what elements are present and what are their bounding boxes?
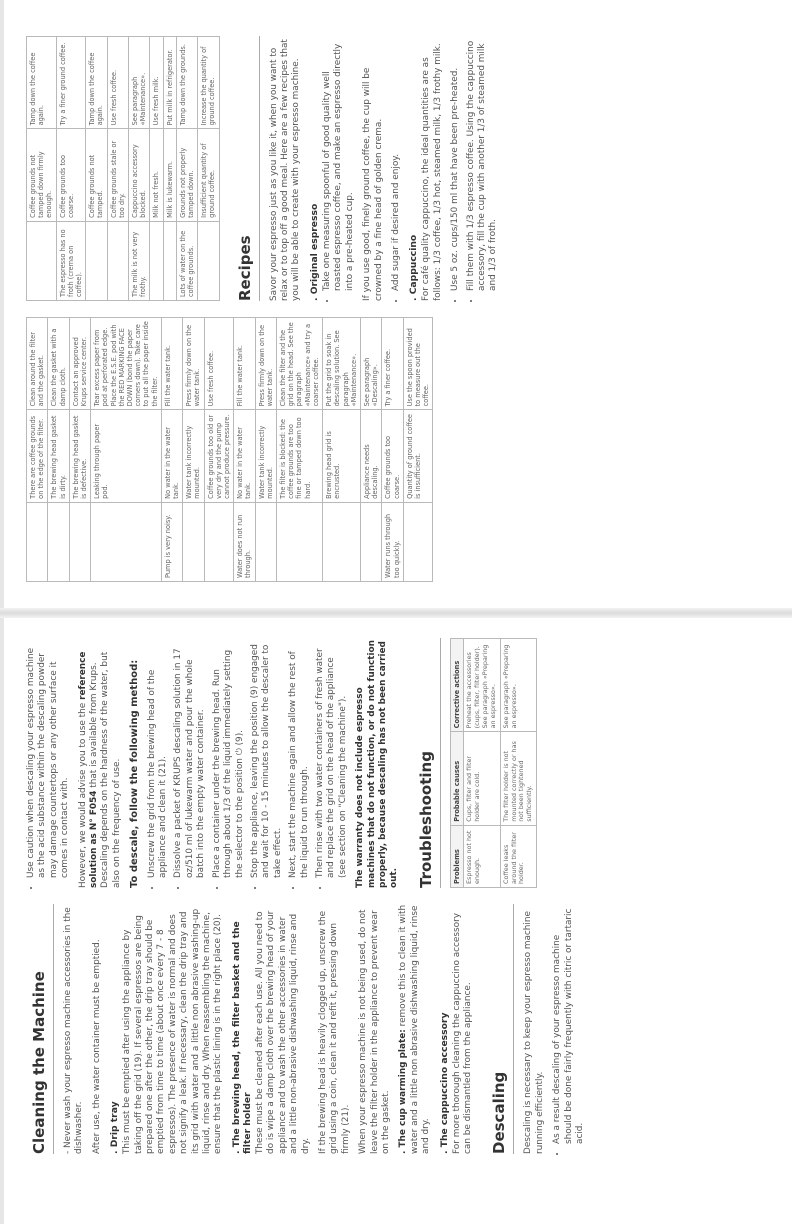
table-cell: Press firmly down on the water tank. [183,318,204,410]
table-cell: Tamp down the coffee again. [27,37,57,129]
table-row [382,318,403,582]
troubleshooting-table [450,638,537,888]
table-cell: Cups, filter and filter holder are cold. [463,732,500,825]
table-cell: Coffee grounds not tamped. [86,129,107,221]
table-cell [86,221,107,300]
table-cell: Increase the quantity of ground coffee. [198,37,219,129]
descaling-bullet: • As a result descaling of your espresso machine should be done fairly frequently with citric or tartaric acid. [552,904,586,1144]
descaling-list [552,904,586,1154]
table-cell: Quantity of ground coffee is insufficient. [403,410,433,502]
left-page [0,612,792,1224]
header-actions: Corrective actions [450,639,463,732]
table-cell: Cappuccino accessory blocked. [129,129,150,221]
table-row [198,37,219,301]
table-row [27,318,48,582]
table-cell [27,221,57,300]
table-cell: Try a finer ground coffee. [56,37,86,129]
table-cell: Clean around the filter and the gasket. [27,318,48,410]
right-column-2 [26,36,506,301]
table-header-row [450,639,463,888]
table-cell: Water tank incorrectly mounted. [255,410,276,502]
table-row [500,639,537,888]
table-cell [323,502,361,581]
table-cell [91,502,162,581]
table-cell: The filter holder is not mounted correctly or has not been tightened sufficiently. [500,732,537,825]
table-cell: Use fresh milk. [150,37,163,129]
cappuccino-intro: For café quality cappuccino, the ideal quantities are as follows: 1/3 coffee, 1/3 hot, steamed milk, 1/3 frothy milk. [421,43,443,301]
brewing-head-heading: . The brewing head, the filter basket and the filter holder [230,921,253,1154]
header-problems: Problems [450,825,463,887]
table-row [323,318,361,582]
recipes-intro: Savor your espresso just as you like it, when you want to relax or to top off a good meal. Here are a few recipes that you will be able to create with your espresso machine. [268,39,302,301]
table-cell: Fill the water tank. [234,318,255,410]
table-cell: No water in the water tank. [234,410,255,502]
original-espresso-step-1: • Take one measuring spoonful of good quality well roasted espresso coffee, and make an espresso directly into a pre-heated cup. [322,36,356,291]
caution-bullet: • Use caution when descaling your espresso machine as the acid substance within the descaling powder may damage countertops or any other surface it comes in contact with. [26,638,72,878]
table-cell: The brewing head gasket is defective. [69,410,90,502]
table-cell: Brewing head grid is encrusted. [323,410,361,502]
right-column-1 [26,317,506,582]
table-cell: Press firmly down on the water tank. [255,318,276,410]
table-cell: The filter is blocked: the coffee grounds are too fine or tamped down too hard. [277,410,323,502]
descaling-heading: Descaling [486,904,514,1154]
table-row [69,318,90,582]
cappuccino-step-1: • Use 5 oz. cups/150 ml that have been pre-heated. [450,36,461,291]
table-cell: Tamp down the coffee again. [86,37,107,129]
table-cell: Try a finer coffee. [382,318,403,410]
table-cell: Pump is very noisy. [161,502,182,581]
troubleshooting-heading: Troubleshooting [413,638,441,888]
troubleshooting-table-continued-a [26,317,433,582]
table-cell: Water does not run through. [234,502,255,581]
table-cell: Grounds not properly tamped down. [176,129,197,221]
cleaning-heading: Cleaning the Machine [26,904,54,1154]
table-cell: Fill the water tank. [161,318,182,410]
cleaning-intro-1: - Never wash your espresso machine accessories in the dishwasher. [63,907,85,1154]
table-row [463,639,500,888]
cleaning-intro-2: After use, the water container must be emptied. [91,939,102,1154]
table-cell: The espresso has no froth (crema on coffee). [56,221,86,300]
descale-step-3: • Place a container under the brewing head. Run through about 1/3 of the liquid immediately setting the selector to the position ⏻ (9). [212,638,246,878]
cup-plate-paragraph [398,904,432,1154]
cup-plate-heading: . The cup warming plate: [398,1029,409,1154]
descale-step-2: • Dissolve a packet of KRUPS descaling solution in 17 oz/510 ml of lukewarm water and pour the whole batch into the empty water container. [173,638,207,878]
table-cell: Tamp down the grounds. [176,37,197,129]
table-cell [150,221,163,300]
original-espresso-heading: . Original espresso [308,203,320,301]
brewing-head-text-3: When your espresso machine is not being used, do not leave the filter holder in the appliance to prevent wear on the gasket. [358,909,391,1154]
table-cell: Espresso not hot enough. [463,825,500,887]
table-cell [27,502,48,581]
table-cell [107,221,128,300]
original-espresso-list-2 [391,36,402,301]
reference-solution: reference solution as N° F054 [77,651,100,888]
table-cell: No water in the water tank. [161,410,182,502]
table-cell: Coffee leaks around the filter holder. [500,825,537,887]
cappuccino-list [450,36,500,301]
recipes-heading: Recipes [232,36,260,301]
table-cell: Lots of water on the coffee grounds. [176,221,197,300]
cappuccino-accessory-heading: . The cappuccino accessory [438,1012,450,1154]
table-row [129,37,150,301]
table-cell [198,221,219,300]
table-row [161,318,182,582]
table-cell: Put the grid to soak in descaling solution. See paragraph «Maintenance». [323,318,361,410]
table-row [163,37,176,301]
table-row [176,37,197,301]
table-cell: Preheat the accessories (cups, filter, filter holder). See paragraph «Preparing an espresso». [463,639,500,732]
table-cell: Coffee grounds stale or too dry. [107,129,128,221]
table-cell [48,502,69,581]
table-cell: Leaking through paper pod. [91,410,162,502]
table-cell: Coffee grounds too coarse. [382,410,403,502]
table-cell [360,502,381,581]
descale-steps [147,638,350,888]
table-row [150,37,163,301]
table-row [360,318,381,582]
table-cell: Clean the gasket with a damp cloth. [48,318,69,410]
descale-step-4: • Stop the appliance, leaving the position (9) engaged and wait for 10 - 15 minutes to allow the descaler to take effect. [250,638,284,878]
warranty-note: The warranty does not include espresso machines that do not function, or do not function properly, because descaling has not been carried out. [355,640,400,888]
table-cell: Use fresh coffee. [204,318,234,410]
cup-plate-text: remove this to clean it with water and a little non abrasive dishwashing liquid, rinse and dry. [398,904,432,1154]
table-cell: Put milk in refrigerator. [163,37,176,129]
original-espresso-note: If you use good, finely ground coffee, the cup will be crowned by a fine head of golden crema. [362,67,384,301]
table-cell: The brewing head gasket is dirty. [48,410,69,502]
troubleshooting-table-continued-b [26,36,220,301]
table-cell: Appliance needs descaling. [360,410,381,502]
descale-step-5: • Next, start the machine again and allow the rest of the liquid to run through. [288,638,311,878]
table-cell: Contact an approved Krups service center. [69,318,90,410]
brewing-head-text-1: These must be cleaned after each use. All you need to do is wipe a damp cloth over the brewing head of your appliance and to wash the other accessories in water and a little non-abrasive dishwashing liquid, rinse and dry. [254,910,311,1154]
cappuccino-heading: . Cappuccino [408,234,420,301]
descaling-text: Descaling is necessary to keep your espresso machine running efficiently. [523,911,545,1154]
table-cell [163,221,176,300]
table-cell: Milk not fresh. [150,129,163,221]
table-cell [69,502,90,581]
drip-tray-heading: . Drip tray [109,1101,121,1154]
table-cell: The milk is not very frothy. [129,221,150,300]
table-cell: Use the spoon provided to measure out the coffee. [403,318,433,410]
left-column-1 [26,904,592,1154]
left-column-2 [26,638,592,888]
table-row [183,318,204,582]
original-espresso-list [322,36,356,301]
header-causes: Probable causes [450,732,463,825]
table-cell [183,502,204,581]
table-cell [204,502,234,581]
table-cell: Clean the filter and the grid on the head. See the paragraph «Maintenance» and try a coarser coffee. [277,318,323,410]
advise-paragraph [78,638,124,888]
table-cell: There are coffee grounds on the edge of the filter. [27,410,48,502]
table-cell: See paragraph «Descaling». [360,318,381,410]
original-espresso-step-2: • Add sugar if desired and enjoy. [391,36,402,291]
table-row [56,37,86,301]
cappuccino-accessory-text: For more thorough cleaning the cappuccino accessory can be dismantled from the appliance. [451,913,473,1154]
table-cell [277,502,323,581]
table-row [91,318,162,582]
table-row [27,37,57,301]
table-cell: Coffee grounds not tamped down firmly enough. [27,129,57,221]
table-row [277,318,323,582]
cappuccino-step-2: • Fill them with 1/3 espresso coffee. Using the cappuccino accessory, fill the cup with another 1/3 of steamed milk and 1/3 of froth. [466,36,500,291]
table-row [255,318,276,582]
descale-method-heading: To descale, follow the following method: [129,659,141,888]
table-cell [403,502,433,581]
table-cell: Coffee grounds too coarse. [56,129,86,221]
advise-text-a: However, we would advise you to use the [77,702,88,888]
table-row [234,318,255,582]
table-cell: Use fresh coffee. [107,37,128,129]
table-row [86,37,107,301]
descale-step-6: • Then rinse with two water containers of fresh water and replace the grid on the head of the appliance (see section on "Cleaning the machine"). [315,638,349,878]
table-cell: Tear excess paper from pod at perforated edge. Place the E.S.E. pod with the RED MARKING FACE DOWN (bond the paper corners down). Take care to put all the paper inside the filter. [91,318,162,410]
table-cell: See paragraph «Preparing an espresso». [500,639,537,732]
table-cell: Water tank incorrectly mounted. [183,410,204,502]
table-row [48,318,69,582]
table-cell: Milk is lukewarm. [163,129,176,221]
table-cell [255,502,276,581]
recipes-section [232,36,500,301]
brewing-head-text-2: If the brewing head is heavily clogged up, unscrew the grid using a coin, clean it and refit it, pressing down firmly (21). [317,910,351,1154]
caution-list [26,638,72,888]
table-row [107,37,128,301]
descale-step-1: • Unscrew the grid from the brewing head of the appliance and clean it (21). [147,638,170,878]
table-row [403,318,433,582]
drip-tray-text: This must be emptied after using the appliance by taking off the grid (19). If several espressos are being prepared one after the other, the drip tray should be emptied from time to time (about once every 7 - 8 espressos). The presence of water is normal and does not signify a leak. If necessary, clean the drip tray and its grid with water and a little non abrasive washing-up liquid, rinse and dry. When reassembling the machine, ensure that the plastic lining is in the right place (20). [122,908,224,1154]
advise-text-c: that is available from Krups. Descaling depends on the hardness of the water, but also on the frequency of use. [89,651,122,888]
table-cell: Water runs through too quickly. [382,502,403,581]
table-cell: Insufficient quantity of ground coffee. [198,129,219,221]
table-cell: See paragraph «Maintenance». [129,37,150,129]
table-row [204,318,234,582]
table-cell: Coffee grounds too old or very dry and the pump cannot produce pressure. [204,410,234,502]
